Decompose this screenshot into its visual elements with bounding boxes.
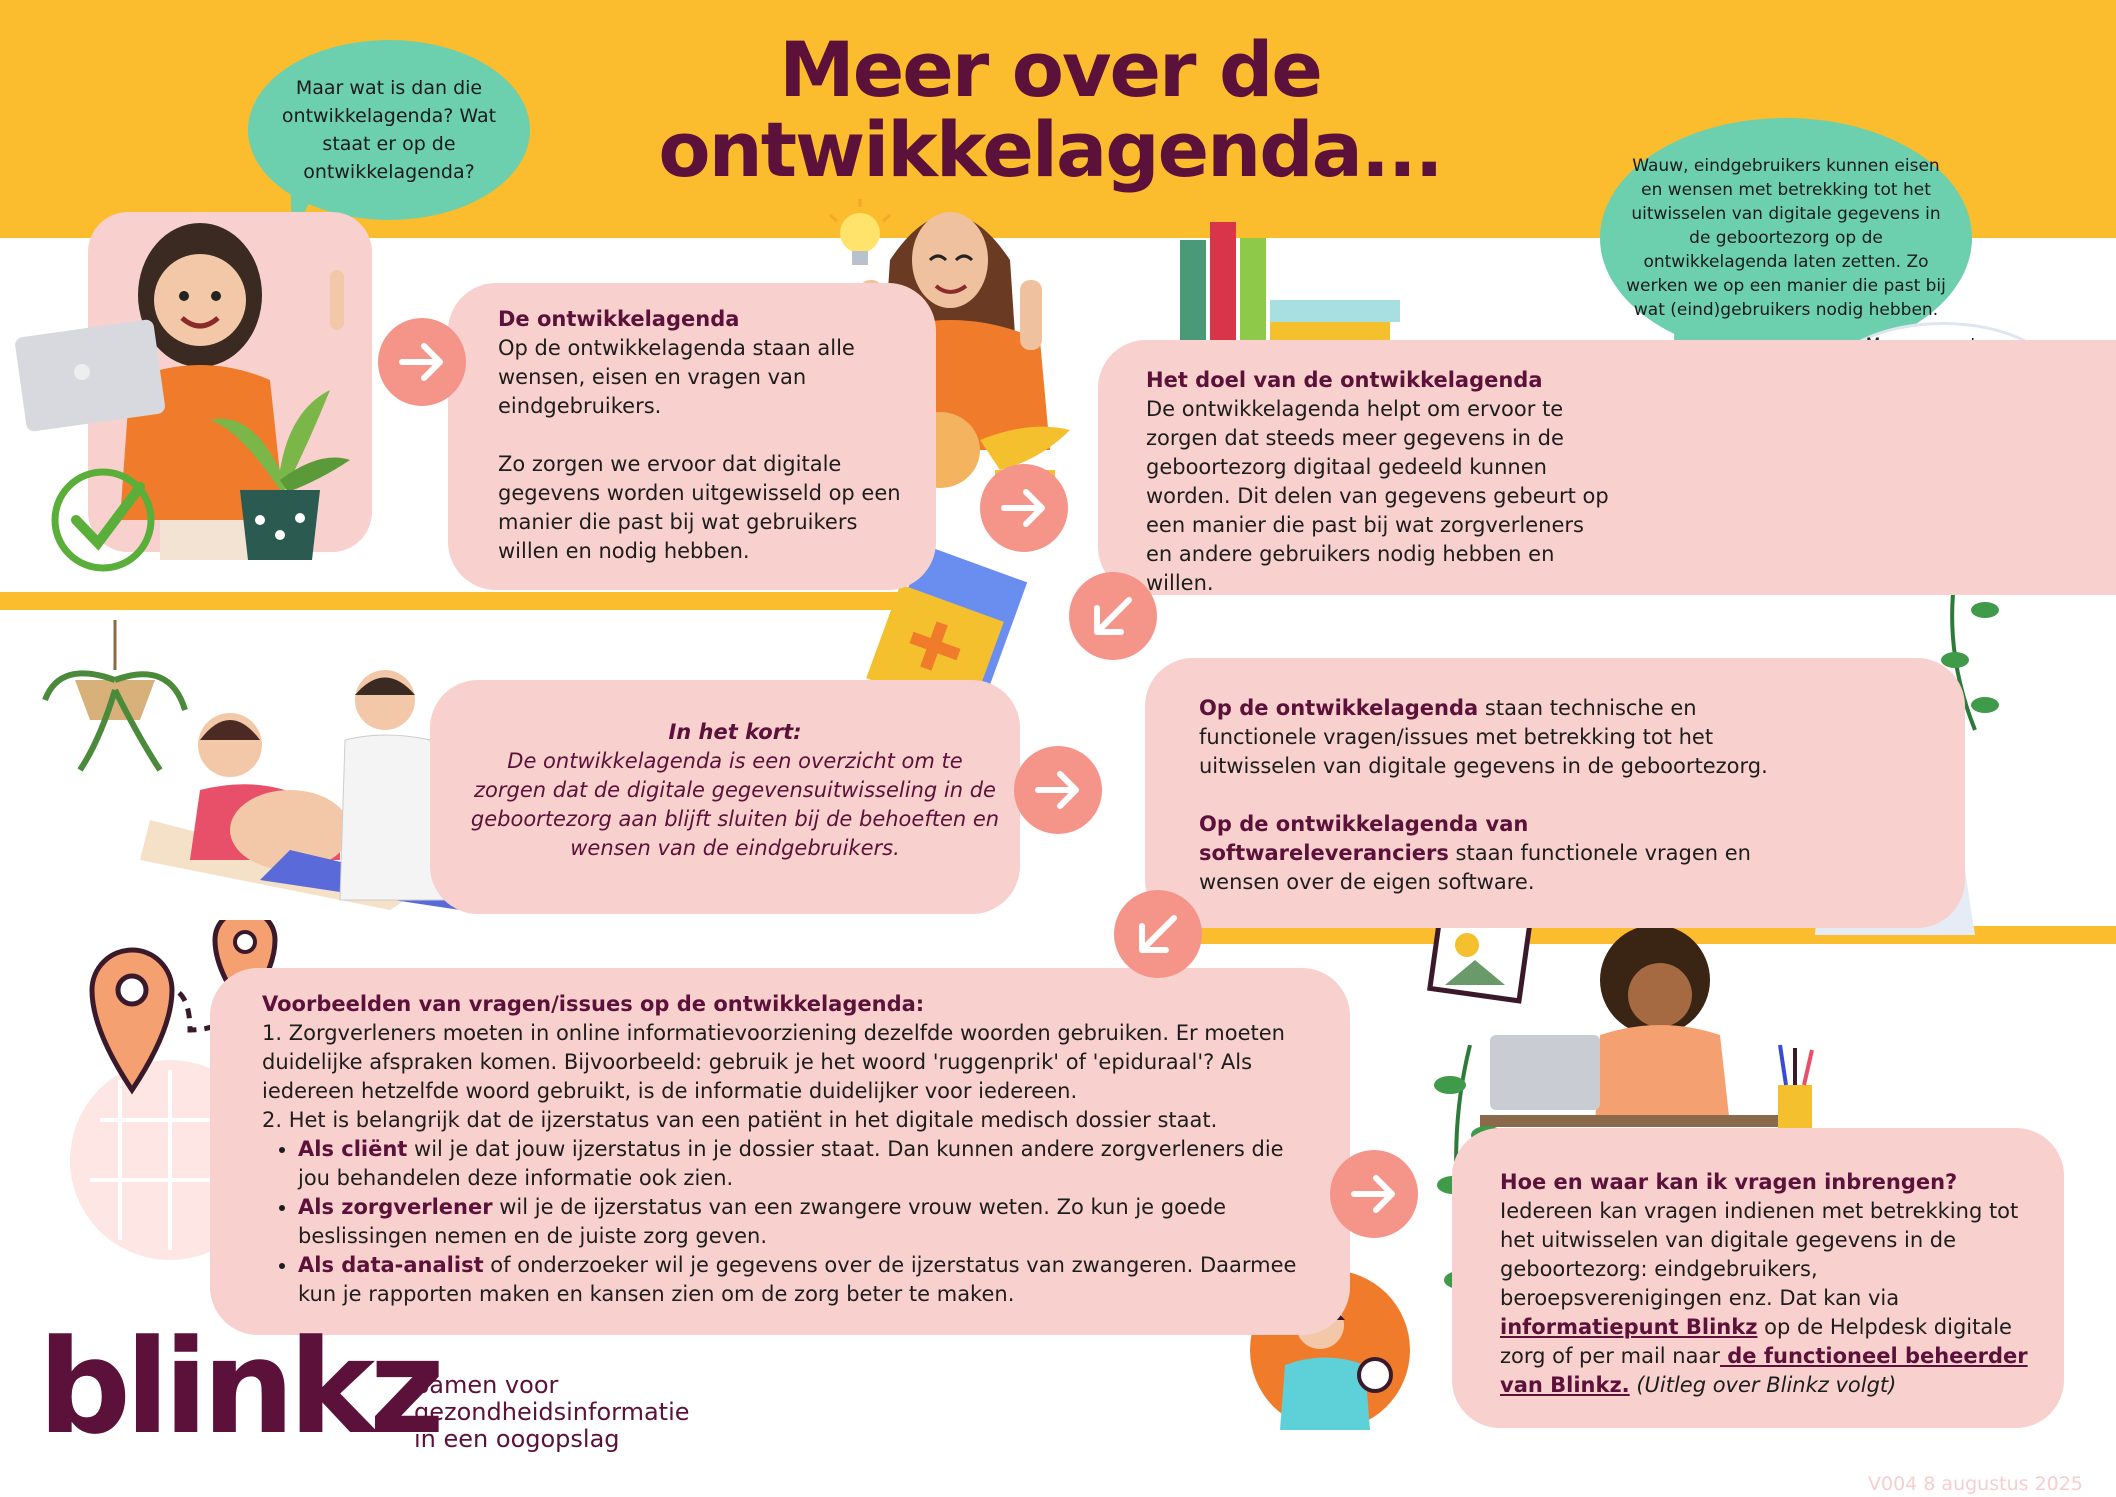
bullet-list	[262, 1135, 1310, 1309]
card-heading: De ontwikkelagenda	[498, 307, 740, 331]
card-text: Iedereen kan vragen indienen met betrekking tot het uitwisselen van digitale gegevens in de geboortezorg: eindgebruikers, beroepsverenigingen enz. Dat kan via informatiepunt Blinkz op de Helpdesk digitale zorg of per mail naar de functioneel beheerder van Blinkz. (Uitleg over Blinkz volgt)	[1500, 1199, 2028, 1397]
checkmark-icon	[48, 465, 158, 575]
card-heading: Het doel van de ontwikkelagenda	[1146, 368, 1543, 392]
card-in-het-kort	[430, 680, 1020, 914]
page-title: Meer over de ontwikkelagenda...	[658, 25, 1442, 194]
list-item: • Als zorgverlener wil je de ijzerstatus van een zwangere vrouw weten. Zo kun je goede beslissingen nemen en de juiste zorg geven.	[298, 1193, 1310, 1251]
card-text: 1. Zorgverleners moeten in online informatievoorziening dezelfde woorden gebruiken. Er moeten duidelijke afspraken komen. Bijvoorbeeld: gebruik je het woord 'ruggenprik' of 'epiduraal'? Als iedereen hetzelfde woord gebruikt, is de informatie duidelijker voor iedereen.	[262, 1021, 1285, 1103]
card-text: De ontwikkelagenda helpt om ervoor te zorgen dat steeds meer gegevens in de geboortezorg digitaal gedeeld kunnen worden. Dit delen van gegevens gebeurt op een manier die past bij wat zorgverleners en andere gebruikers nodig hebben en willen.	[1146, 397, 1609, 595]
arrow-right-icon	[378, 318, 466, 406]
bold-text: Op de ontwikkelagenda van softwareleveranciers	[1199, 812, 1529, 865]
list-item: • Als cliënt wil je dat jouw ijzerstatus in je dossier staat. Dan kunnen andere zorgverleners die jou behandelen deze informatie ook zien.	[298, 1135, 1310, 1193]
card-doel	[1098, 340, 2116, 595]
link-informatiepunt-blinkz[interactable]: informatiepunt Blinkz	[1500, 1315, 1758, 1339]
arrow-down-left-icon	[1069, 572, 1157, 660]
card-text: staan functionele vragen en wensen over de eigen software.	[1199, 841, 1751, 894]
link-functioneel-beheerder[interactable]: de functioneel beheerder van Blinkz.	[1500, 1344, 2028, 1397]
pregnant-woman-ultrasound-illustration	[140, 660, 470, 910]
card-op-de-ontwikkelagenda	[1145, 658, 1965, 928]
card-text: Zo zorgen we ervoor dat digitale gegevens worden uitgewisseld op een manier die past bij wat gebruikers willen en nodig hebben.	[498, 452, 901, 563]
binders-icon	[1175, 220, 1405, 345]
card-heading: Voorbeelden van vragen/issues op de ontwikkelagenda:	[262, 992, 925, 1016]
speech-bubble-wow: Wauw, eindgebruikers kunnen eisen en wensen met betrekking tot het uitwisselen van digitale gegevens in de geboortezorg op de ontwikkelagenda laten zetten. Zo werken we op een manier die past bij wat (eind)gebruikers nodig hebben.	[1600, 118, 1972, 358]
card-heading: Hoe en waar kan ik vragen inbrengen?	[1500, 1170, 1958, 1194]
lightbulb-icon	[820, 195, 900, 285]
arrow-right-icon	[1330, 1150, 1418, 1238]
blinkz-logo: blinkz	[38, 1311, 439, 1463]
card-heading: In het kort:	[668, 720, 802, 744]
card-text: staan technische en functionele vragen/issues met betrekking tot het uitwisselen van digitale gegevens in de geboortezorg.	[1199, 696, 1768, 778]
card-text: Op de ontwikkelagenda staan alle wensen, eisen en vragen van eindgebruikers.	[498, 336, 855, 418]
card-text: 2. Het is belangrijk dat de ijzerstatus van een patiënt in het digitale medisch dossier staat.	[262, 1108, 1218, 1132]
arrow-right-icon	[1014, 746, 1102, 834]
woman-working-laptop-illustration	[1480, 925, 1810, 1135]
list-item: • Als data-analist of onderzoeker wil je gegevens over de ijzerstatus van zwangeren. Daarmee kun je rapporten maken en kansen zien om de zorg beter te maken.	[298, 1251, 1310, 1309]
potted-plant-icon	[200, 350, 360, 565]
arrow-down-left-icon	[1114, 890, 1202, 978]
pencil-cup-icon	[1770, 1040, 1820, 1130]
card-ontwikkelagenda	[448, 283, 936, 590]
arrow-right-icon	[980, 464, 1068, 552]
version-label: V004 8 augustus 2025	[1868, 1473, 2083, 1495]
speech-bubble-question: Maar wat is dan die ontwikkelagenda? Wat staat er op de ontwikkelagenda?	[248, 40, 530, 220]
tagline: Samen voor gezondheidsinformatie in een oogopslag	[414, 1371, 690, 1453]
bold-text: Op de ontwikkelagenda	[1199, 696, 1479, 720]
card-vragen-inbrengen	[1452, 1128, 2064, 1428]
card-voorbeelden	[210, 968, 1350, 1335]
card-text: De ontwikkelagenda is een overzicht om te zorgen dat de digitale gegevensuitwisseling in de geboortezorg aan blijft sluiten bij de behoeften en wensen van de eindgebruikers.	[470, 749, 1000, 860]
